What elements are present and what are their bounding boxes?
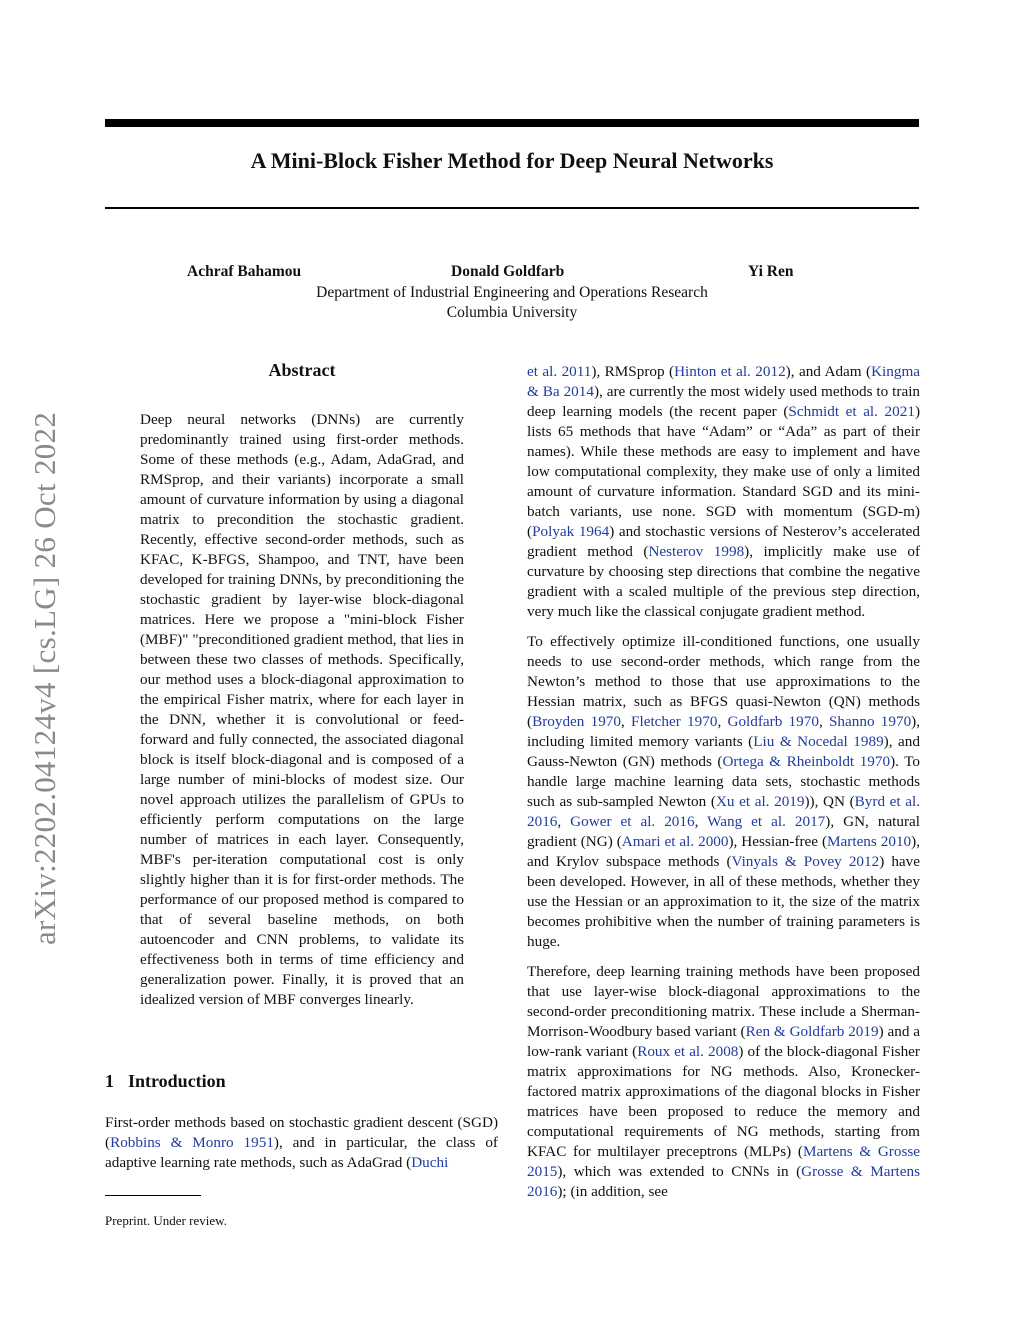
paragraph-block-diagonal xyxy=(527,962,920,1202)
text-run: ), including limited memory variants ( xyxy=(527,713,921,750)
text-run: ); (in addition, see xyxy=(557,1183,668,1200)
citation-link[interactable]: Schmidt et al. 2021 xyxy=(788,403,915,420)
citation-link[interactable]: Xu et al. 2019 xyxy=(715,793,805,810)
citation-link[interactable]: Wang et al. 2017 xyxy=(707,813,826,830)
citation-link[interactable]: Ren & Goldfarb 2019 xyxy=(745,1023,879,1040)
citation-link[interactable]: et al. 2011 xyxy=(527,363,592,380)
citation-link[interactable]: Roux et al. 2008 xyxy=(637,1043,739,1060)
citation-link[interactable]: Martens & Grosse 2015 xyxy=(527,1143,921,1180)
abstract-heading: Abstract xyxy=(268,360,336,380)
text-run: ), and in particular, the class of adaptive learning rate methods, such as AdaGrad ( xyxy=(105,1134,498,1171)
text-run: )), QN ( xyxy=(804,793,855,810)
text-run: ), RMSprop ( xyxy=(591,363,675,380)
text-run: ) and stochastic versions of Nesterov’s accelerated gradient method ( xyxy=(527,523,920,560)
text-run: ), Hessian-free ( xyxy=(728,833,828,850)
text-run: ), GN, natural gradient (NG) ( xyxy=(527,813,921,850)
arxiv-margin-note: arXiv:2202.04124v4 [cs.LG] 26 Oct 2022 xyxy=(27,411,62,945)
footnote-rule xyxy=(105,1195,201,1196)
text-run: ). To handle large machine learning data sets, stochastic methods such as sub-sampled Newton ( xyxy=(527,753,921,810)
affiliation-university: Columbia University xyxy=(446,304,578,321)
text-run: ), and Krylov subspace methods ( xyxy=(527,833,920,870)
text-run: , xyxy=(621,713,632,730)
text-run: ) of the block-diagonal Fisher matrix approximations for NG methods. Also, Kronecker-factored matrix approximations of the diagonal blocks in Fisher matrices have been proposed to reduce the memory and computational requirements of NG methods, starting from KFAC for multilayer preceptrons (MLPs) ( xyxy=(527,1043,920,1160)
paragraph-second-order-methods xyxy=(527,632,920,952)
text-run: ), are currently the most widely used methods to train deep learning models (the recent paper ( xyxy=(527,383,921,420)
citation-link[interactable]: Goldfarb 1970 xyxy=(727,713,819,730)
citation-link[interactable]: Amari et al. 2000 xyxy=(621,833,729,850)
intro-paragraph xyxy=(105,1113,498,1173)
footnote: Preprint. Under review. xyxy=(105,1213,227,1228)
citation-link[interactable]: Duchi xyxy=(411,1154,449,1171)
author-2: Donald Goldfarb xyxy=(451,263,565,280)
section-number: 1 xyxy=(105,1071,114,1091)
citation-link[interactable]: Broyden 1970 xyxy=(532,713,621,730)
citation-link[interactable]: Polyak 1964 xyxy=(532,523,610,540)
text-run: ) lists 65 methods that have “Adam” or “Ada” as part of their names). While these methods are easy to implement and have low computational complexity, they make use of only a limited amount of curvature information. Standard SGD and its mini-batch variants, use none. SGD with momentum (SGD-m) ( xyxy=(527,403,920,540)
citation-link[interactable]: Byrd et al. 2016 xyxy=(527,793,921,830)
text-run: To effectively optimize ill-conditioned functions, one usually needs to use second-order methods, which range from the Newton’s method to those that use approximations to the Hessian matrix, such as BFGS quasi-Newton (QN) methods ( xyxy=(527,633,920,730)
text-run: ) have been developed. However, in all of these methods, whether they use the Hessian or an approximation to it, the size of the matrix becomes prohibitive when the number of training parameters is huge. xyxy=(527,853,920,950)
text-run: , xyxy=(717,713,728,730)
section-heading xyxy=(105,1071,226,1092)
section-title: Introduction xyxy=(128,1071,226,1091)
author-1: Achraf Bahamou xyxy=(187,263,302,280)
citation-link[interactable]: Vinyals & Povey 2012 xyxy=(731,853,880,870)
paper-title: A Mini-Block Fisher Method for Deep Neural Networks xyxy=(250,148,774,173)
citation-link[interactable]: Kingma & Ba 2014 xyxy=(527,363,921,400)
author-3: Yi Ren xyxy=(748,263,794,280)
abstract-text: Deep neural networks (DNNs) are currently predominantly trained using first-order methods. Some of these methods (e.g., Adam, AdaGrad, and RMSprop, and their variants) incorporate a small amount of curvature information by using a diagonal matrix to precondition the stochastic gradient. Recently, effective second-order methods, such as KFAC, K-BFGS, Shampoo, and TNT, have been developed for training DNNs, by preconditioning the stochastic gradient by layer-wise block-diagonal matrices. Here we propose a "mini-block Fisher (MBF)" "preconditioned gradient method, that lies in between these two classes of methods. Specifically, our method uses a block-diagonal approximation to the empirical Fisher matrix, where for each layer in the DNN, whether it is convolutional or feed-forward and fully connected, the associated diagonal block is itself block-diagonal and is composed of a large number of mini-blocks of modest size. Our novel approach utilizes the parallelism of GPUs to efficiently perform computations on the large number of matrices in each layer. Consequently, MBF's per-iteration computational cost is only slightly higher than it is for first-order methods. The performance of our proposed method is compared to that of several baseline methods, on both autoencoder and CNN problems, to validate its effectiveness both in terms of time efficiency and generalization power. Finally, it is proved that an idealized version of MBF converges linearly. xyxy=(140,411,464,1008)
citation-link[interactable]: Robbins & Monro 1951 xyxy=(110,1134,274,1151)
text-run: ) and a low-rank variant ( xyxy=(527,1023,920,1060)
citation-link[interactable]: Grosse & Martens 2016 xyxy=(527,1163,920,1200)
citation-link[interactable]: Ortega & Rheinboldt 1970 xyxy=(722,753,891,770)
text-run: Therefore, deep learning training methods have been proposed that use layer-wise block-diagonal approximations to the second-order preconditioning matrix. These include a Sherman-Morrison-Woodbury based variant ( xyxy=(527,963,920,1040)
text-run: , xyxy=(694,813,708,830)
citation-link[interactable]: Liu & Nocedal 1989 xyxy=(753,733,884,750)
text-run: , xyxy=(557,813,571,830)
text-run: ), which was extended to CNNs in ( xyxy=(557,1163,802,1180)
text-run: , xyxy=(818,713,829,730)
citation-link[interactable]: Nesterov 1998 xyxy=(648,543,745,560)
paragraph-adaptive-methods xyxy=(527,362,920,622)
citation-link[interactable]: Gower et al. 2016 xyxy=(570,813,695,830)
title-rule-bottom xyxy=(105,207,919,209)
text-run: ), implicitly make use of curvature by choosing step directions that combine the negative gradient with a scaled multiple of the previous step direction, very much like the classical conjugate gradient method. xyxy=(527,543,920,620)
title-rule-top xyxy=(105,119,919,127)
citation-link[interactable]: Martens 2010 xyxy=(827,833,912,850)
affiliation-department: Department of Industrial Engineering and Operations Research xyxy=(316,284,708,301)
text-run: ), and Adam ( xyxy=(785,363,872,380)
citation-link[interactable]: Fletcher 1970 xyxy=(631,713,718,730)
text-run: ), and Gauss-Newton (GN) methods ( xyxy=(527,733,920,770)
citation-link[interactable]: Hinton et al. 2012 xyxy=(674,363,786,380)
right-column xyxy=(527,362,920,1212)
citation-link[interactable]: Shanno 1970 xyxy=(828,713,912,730)
text-run: First-order methods based on stochastic gradient descent (SGD) ( xyxy=(105,1114,498,1151)
